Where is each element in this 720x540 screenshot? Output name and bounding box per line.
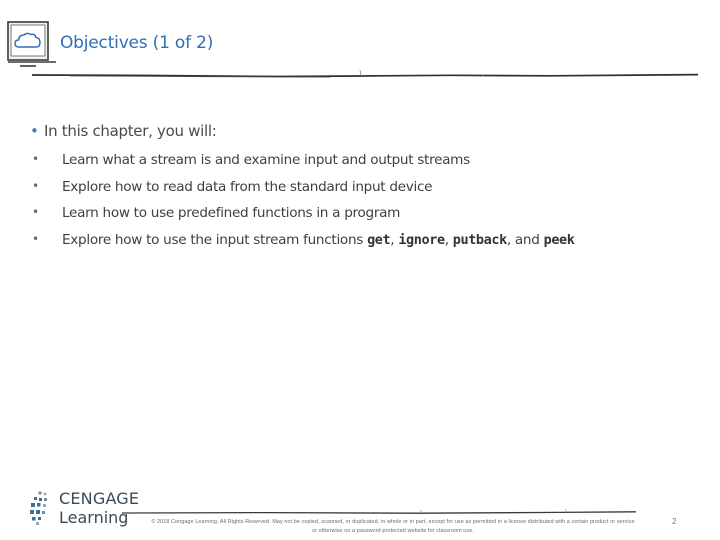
- list-item: [32, 205, 700, 232]
- logo-text-learning: Learning: [59, 508, 129, 527]
- bullet-dot-icon: •: [32, 205, 39, 219]
- code-putback: putback: [452, 231, 507, 248]
- bullet-dot-icon: •: [30, 122, 39, 140]
- objective-text: Explore how to read data from the standard input device: [62, 178, 433, 195]
- objective-text: Learn what a stream is and examine input and output streams: [62, 152, 470, 168]
- copyright-line: or otherwise on a password-protected website for classroom use.: [312, 528, 474, 534]
- slide-title: Objectives (1 of 2): [60, 33, 214, 53]
- objective-text: Learn how to use predefined functions in a program: [62, 205, 401, 221]
- intro-bullet: [30, 122, 700, 140]
- bullet-dot-icon: •: [32, 231, 39, 246]
- separator: , and: [506, 231, 544, 248]
- objective-text: Explore how to use the input stream functions: [62, 231, 368, 248]
- bullet-dot-icon: •: [32, 178, 39, 193]
- code-get: get: [367, 231, 391, 248]
- objectives-list: [30, 152, 700, 258]
- copyright-line: © 2018 Cengage Learning. All Rights Reserved. May not be copied, scanned, or duplicated, in whole or in part, except for use as permitted in a license distributed with a certain product or service: [151, 519, 635, 525]
- separator: ,: [444, 231, 453, 248]
- title-divider: [30, 66, 700, 82]
- bullet-dot-icon: •: [32, 152, 39, 166]
- page-number: 2: [672, 517, 677, 526]
- cloud-monitor-icon: [6, 20, 60, 70]
- code-ignore: ignore: [398, 231, 445, 248]
- intro-text: In this chapter, you will:: [44, 122, 217, 140]
- code-peek: peek: [543, 231, 575, 248]
- footer-divider: [120, 506, 638, 516]
- list-item: [32, 178, 700, 206]
- separator: ,: [390, 231, 399, 248]
- list-item: [32, 152, 700, 179]
- cengage-dots-icon: [28, 490, 54, 526]
- copyright-notice: [128, 518, 658, 536]
- objectives-content: [30, 122, 700, 258]
- list-item: [32, 231, 700, 259]
- logo-text-cengage: CENGAGE: [59, 489, 140, 508]
